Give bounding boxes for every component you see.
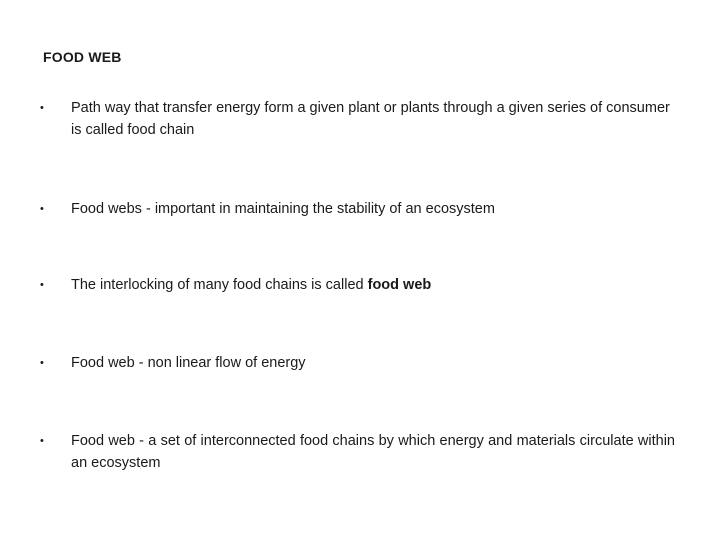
bullet-text: Path way that transfer energy form a given plant or plants through a given series of consumer is called food chain	[71, 100, 670, 138]
bullet-text: Food web - non linear flow of energy	[71, 355, 306, 371]
bullet-text: Food web - a set of interconnected food chains by which energy and materials circulate within an ecosystem	[71, 433, 675, 471]
bullet-text-bold: food web	[367, 277, 432, 293]
bullet-text	[71, 274, 675, 296]
bullet-text-plain: The interlocking of many food chains is called	[71, 277, 368, 293]
bullet-dot-icon: •	[40, 102, 44, 114]
bullet-dot-icon: •	[40, 203, 44, 215]
bullet-text: Food webs - important in maintaining the stability of an ecosystem	[71, 201, 495, 217]
bullet-dot-icon: •	[40, 435, 44, 447]
bullet-dot-icon: •	[40, 357, 44, 369]
bullet-dot-icon: •	[40, 279, 44, 291]
slide-title: FOOD WEB	[43, 49, 122, 65]
